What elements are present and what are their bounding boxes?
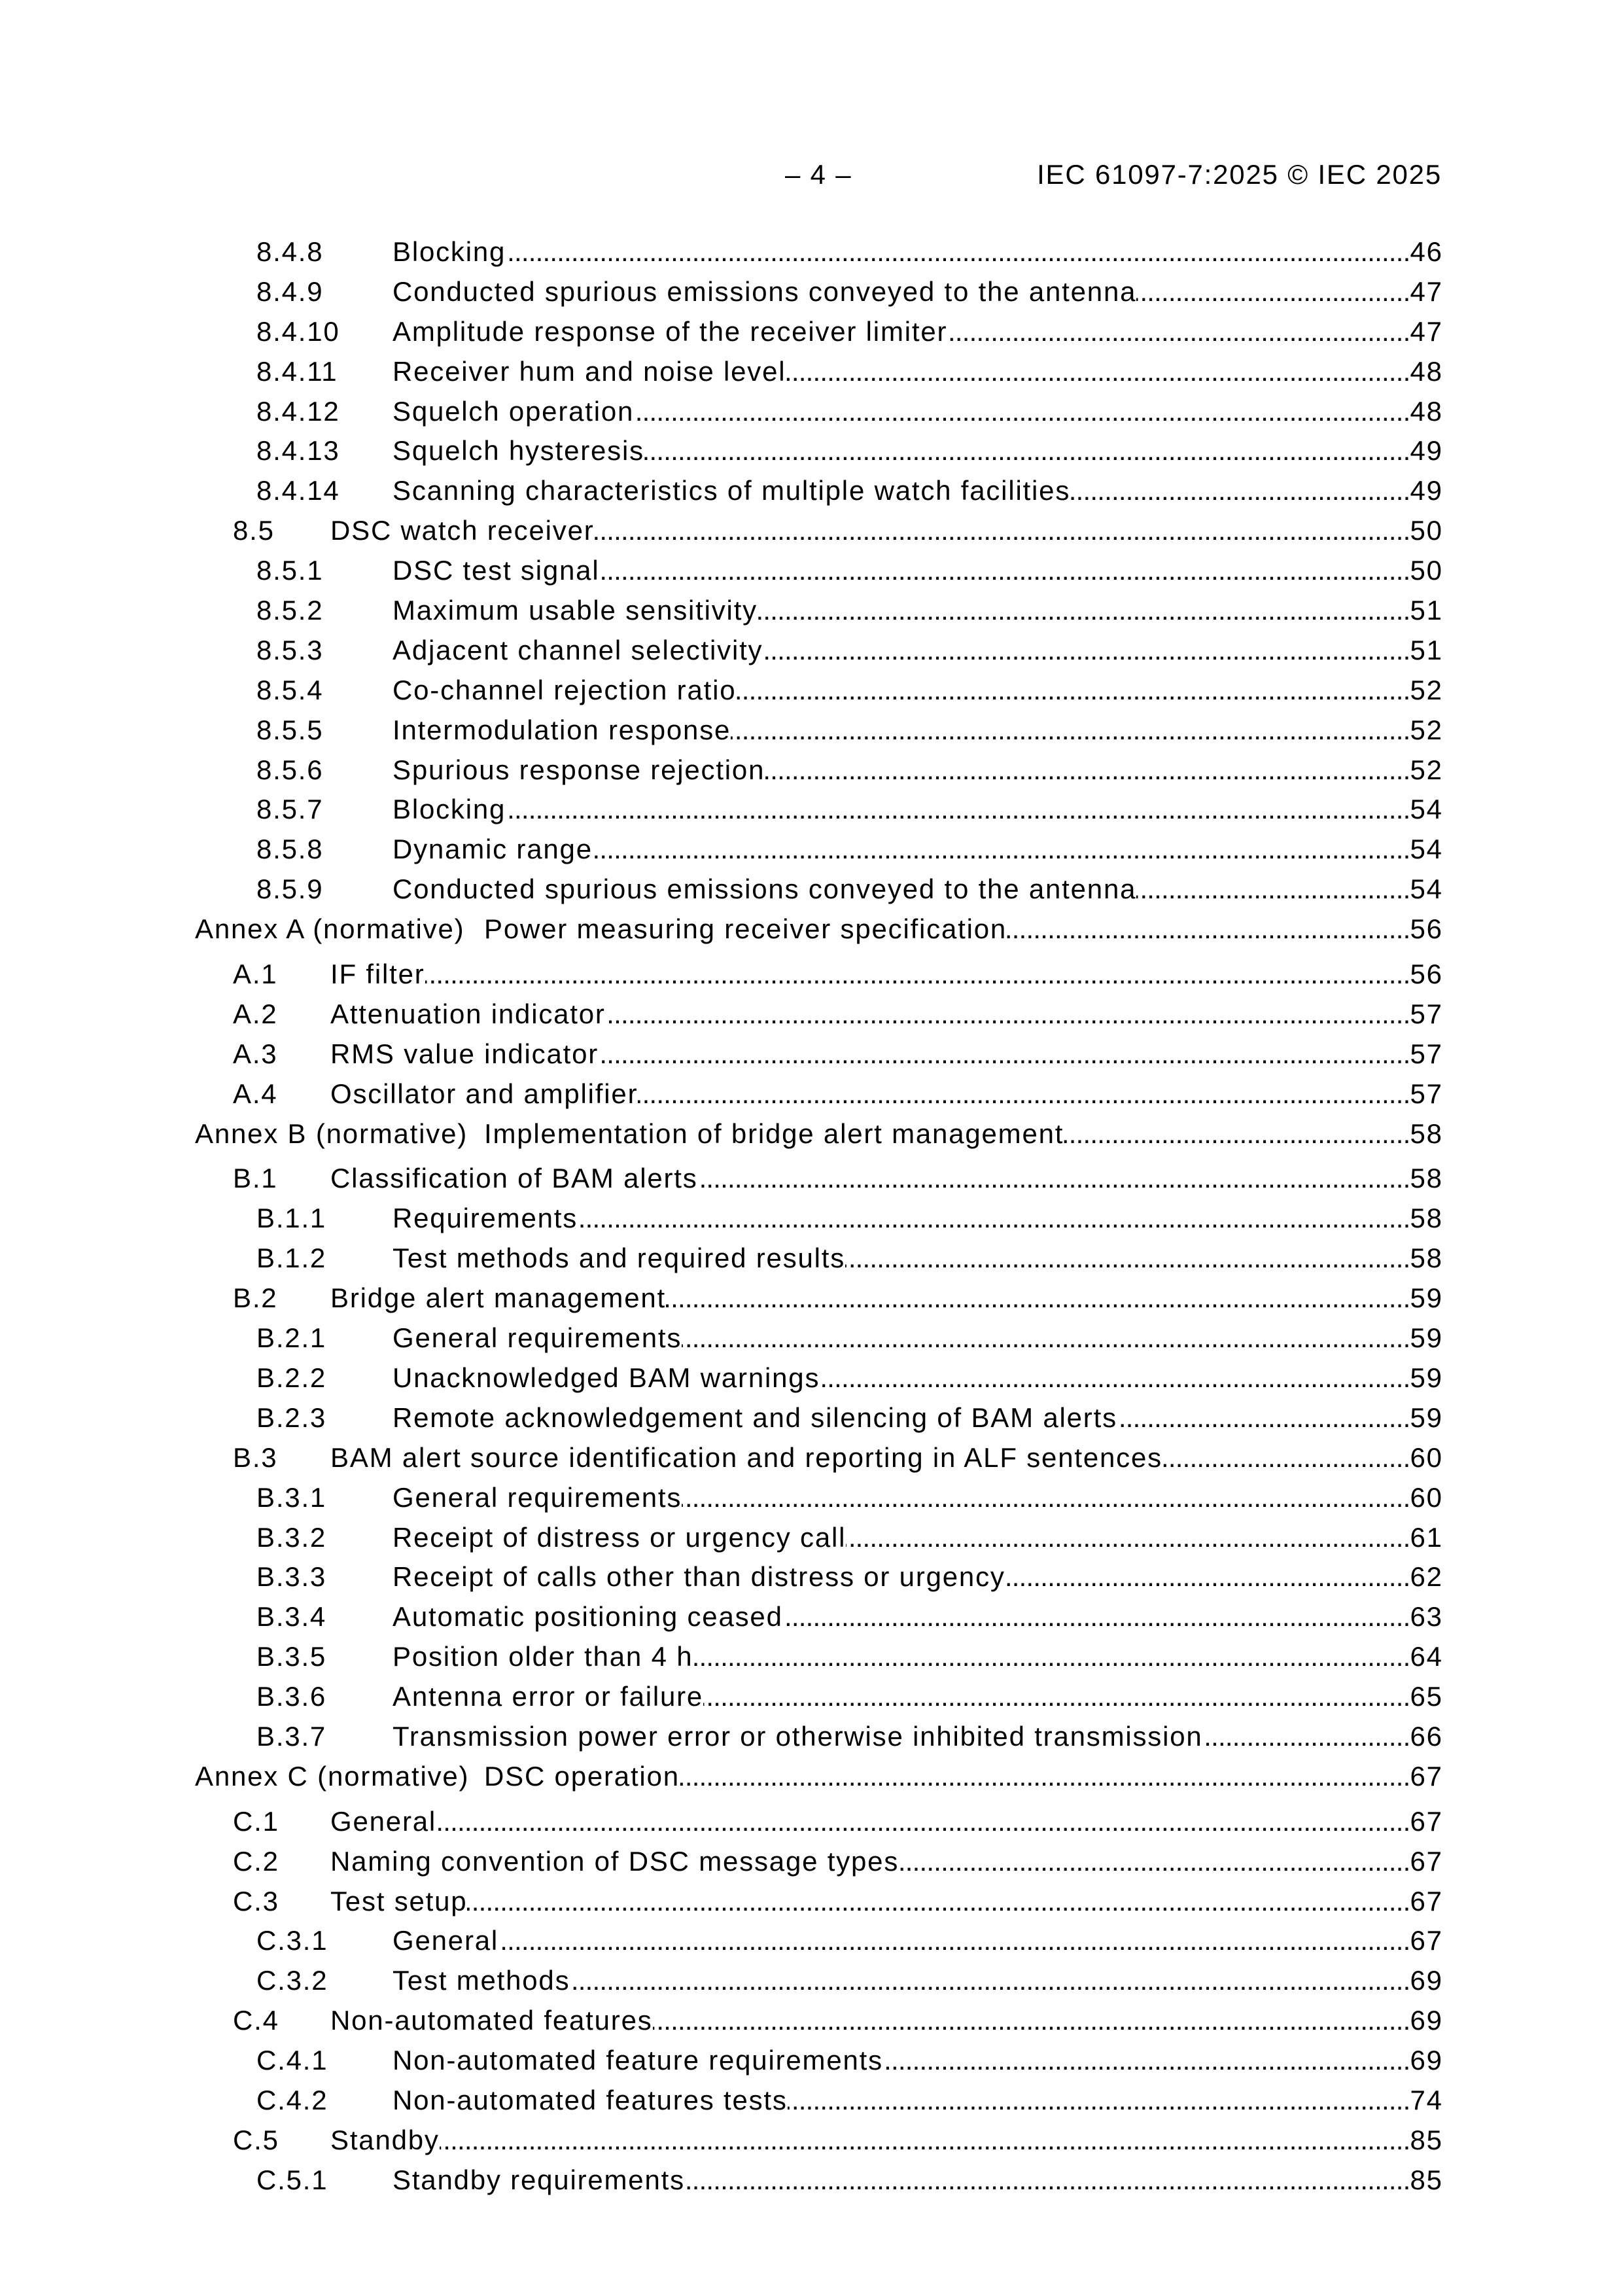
toc-entry-number: 8.4.14: [256, 475, 340, 506]
dot-leader: [467, 1882, 1410, 1922]
toc-entry-number: B.1: [233, 1163, 278, 1194]
toc-entry-title: Classification of BAM alerts: [330, 1163, 698, 1194]
toc-entry-page-number: 58: [1410, 1243, 1443, 1274]
dot-leader: [666, 1279, 1410, 1318]
toc-entry-title: Squelch hysteresis: [393, 435, 644, 467]
toc-entry-number: B.2: [233, 1282, 278, 1314]
toc-entry[interactable]: [0, 511, 1442, 551]
toc-entry-page-number: 69: [1410, 2045, 1443, 2076]
toc-annex-title: Implementation of bridge alert management: [484, 1118, 1064, 1149]
toc-entry-number: 8.4.9: [256, 275, 324, 307]
toc-entry-number: B.3.5: [256, 1641, 327, 1672]
toc-entry-number: B.2.2: [256, 1362, 327, 1393]
toc-entry-number: B.3.7: [256, 1720, 327, 1752]
header-page-number: – 4 –: [785, 159, 852, 190]
dot-leader: [1005, 1557, 1410, 1597]
toc-entry[interactable]: [0, 995, 1442, 1034]
toc-entry-number: B.2.1: [256, 1322, 327, 1354]
toc-entry[interactable]: [0, 1318, 1442, 1358]
toc-entry-page-number: 58: [1410, 1203, 1443, 1234]
toc-entry-title: Naming convention of DSC message types: [330, 1845, 899, 1877]
dot-leader: [783, 1597, 1410, 1637]
toc-entry-page-number: 66: [1410, 1720, 1443, 1752]
toc-entry[interactable]: [0, 1882, 1442, 1922]
toc-entry-page-number: 51: [1410, 634, 1443, 665]
toc-entry-title: Standby: [330, 2124, 440, 2155]
dot-leader: [846, 1518, 1410, 1558]
toc-entry[interactable]: [0, 671, 1442, 711]
toc-entry-number: A.2: [233, 998, 278, 1029]
toc-entry[interactable]: [0, 1279, 1442, 1318]
toc-entry-page-number: 64: [1410, 1641, 1443, 1672]
toc-entry-page-number: 57: [1410, 998, 1443, 1029]
toc-entry-title: Amplitude response of the receiver limiter: [393, 315, 948, 347]
toc-entry-title: Attenuation indicator: [330, 998, 606, 1029]
toc-entry-title: Adjacent channel selectivity: [393, 634, 763, 665]
dot-leader: [736, 671, 1410, 711]
toc-entry[interactable]: [0, 830, 1442, 870]
toc-entry-number: B.3.3: [256, 1561, 327, 1593]
toc-entry-page-number: 74: [1410, 2084, 1443, 2115]
toc-entry[interactable]: [0, 751, 1442, 790]
toc-annex-title: DSC operation: [484, 1760, 680, 1792]
toc-entry-number: 8.5.9: [256, 874, 324, 905]
toc-entry-number: B.3.6: [256, 1681, 327, 1712]
toc-entry[interactable]: [0, 1717, 1442, 1757]
dot-leader: [599, 551, 1410, 591]
toc-entry-page-number: 58: [1410, 1163, 1443, 1194]
toc-entry-page-number: 54: [1410, 874, 1443, 905]
toc-entry-number: C.4: [233, 2005, 279, 2036]
toc-entry-number: C.5.1: [256, 2164, 328, 2195]
toc-entry-number: 8.4.12: [256, 395, 340, 427]
toc-entry-title: Automatic positioning ceased: [393, 1601, 783, 1633]
dot-leader: [599, 1034, 1410, 1074]
toc-entry[interactable]: [0, 1597, 1442, 1637]
toc-entry-title: Standby requirements: [393, 2164, 685, 2195]
toc-entry-title: Antenna error or failure: [393, 1681, 704, 1712]
dot-leader: [682, 1318, 1410, 1358]
toc-entry-number: B.3.1: [256, 1481, 327, 1513]
toc-annex-label: Annex A (normative): [195, 913, 465, 945]
dot-leader: [506, 232, 1410, 272]
toc-entry[interactable]: [0, 1921, 1442, 1961]
toc-entry-page-number: 49: [1410, 475, 1443, 506]
toc-entry[interactable]: [0, 1074, 1442, 1114]
toc-entry-page-number: 60: [1410, 1441, 1443, 1473]
table-of-contents: [0, 232, 1442, 2200]
toc-entry-number: C.4.2: [256, 2084, 328, 2115]
toc-entry-page-number: 57: [1410, 1038, 1443, 1069]
toc-entry-page-number: 65: [1410, 1681, 1443, 1712]
toc-entry-page-number: 59: [1410, 1402, 1443, 1433]
toc-entry-number: C.5: [233, 2124, 279, 2155]
toc-annex-entry[interactable]: [0, 1114, 1442, 1154]
toc-entry-number: B.2.3: [256, 1402, 327, 1433]
toc-entry-page-number: 85: [1410, 2124, 1443, 2155]
toc-entry-page-number: 50: [1410, 515, 1443, 546]
toc-entry-number: 8.5.2: [256, 595, 324, 626]
toc-entry-number: 8.5.4: [256, 674, 324, 705]
toc-entry-title: Intermodulation response: [393, 714, 731, 745]
toc-entry-title: Position older than 4 h: [393, 1641, 693, 1672]
dot-leader: [440, 2121, 1410, 2161]
toc-entry-number: C.2: [233, 1845, 279, 1877]
toc-entry-page-number: 50: [1410, 555, 1443, 586]
toc-entry[interactable]: [0, 2121, 1442, 2161]
toc-entry[interactable]: [0, 1842, 1442, 1882]
dot-leader: [644, 431, 1410, 471]
toc-entry-title: General: [330, 1805, 437, 1837]
dot-leader: [698, 1159, 1410, 1199]
toc-entry-title: Test setup: [330, 1885, 468, 1916]
toc-entry-title: Requirements: [393, 1203, 578, 1234]
toc-entry[interactable]: [0, 1557, 1442, 1597]
toc-entry-page-number: 48: [1410, 355, 1443, 387]
dot-leader: [899, 1842, 1410, 1882]
toc-entry[interactable]: [0, 2081, 1442, 2121]
toc-entry-title: Co-channel rejection ratio: [393, 674, 737, 705]
toc-entry-number: 8.5.1: [256, 555, 324, 586]
toc-entry-page-number: 54: [1410, 794, 1443, 825]
toc-entry-title: Conducted spurious emissions conveyed to the antenna: [393, 275, 1137, 307]
toc-entry-number: 8.5.5: [256, 714, 324, 745]
toc-entry[interactable]: [0, 870, 1442, 910]
toc-entry-page-number: 69: [1410, 1965, 1443, 1996]
toc-entry-page-number: 54: [1410, 834, 1443, 865]
toc-entry[interactable]: [0, 1802, 1442, 1842]
dot-leader: [765, 751, 1410, 790]
toc-entry-page-number: 67: [1410, 1925, 1443, 1956]
toc-annex-entry[interactable]: [0, 1757, 1442, 1797]
toc-entry-page-number: 58: [1410, 1118, 1443, 1149]
dot-leader: [820, 1358, 1410, 1398]
dot-leader: [1203, 1717, 1410, 1757]
dot-leader: [570, 1961, 1410, 2001]
toc-entry-page-number: 46: [1410, 236, 1443, 267]
toc-entry-page-number: 59: [1410, 1362, 1443, 1393]
dot-leader: [1007, 910, 1410, 949]
toc-entry[interactable]: [0, 551, 1442, 591]
toc-entry[interactable]: [0, 1637, 1442, 1677]
dot-leader: [1162, 1438, 1410, 1478]
toc-entry-title: RMS value indicator: [330, 1038, 599, 1069]
toc-entry-title: Spurious response rejection: [393, 754, 765, 785]
toc-entry[interactable]: [0, 711, 1442, 751]
toc-entry-title: DSC watch receiver: [330, 515, 595, 546]
dot-leader: [506, 790, 1410, 830]
toc-entry-page-number: 85: [1410, 2164, 1443, 2195]
toc-entry-title: Receipt of distress or urgency call: [393, 1521, 846, 1553]
toc-entry-number: 8.4.8: [256, 236, 324, 267]
toc-entry-page-number: 52: [1410, 674, 1443, 705]
toc-entry[interactable]: [0, 2041, 1442, 2081]
toc-entry[interactable]: [0, 272, 1442, 312]
dot-leader: [693, 1637, 1410, 1677]
toc-entry-number: 8.4.11: [256, 355, 338, 387]
toc-entry[interactable]: [0, 1398, 1442, 1438]
toc-entry-page-number: 49: [1410, 435, 1443, 467]
toc-entry-title: Receipt of calls other than distress or urgency: [393, 1561, 1005, 1593]
toc-entry-title: Bridge alert management: [330, 1282, 666, 1314]
toc-entry-page-number: 67: [1410, 1805, 1443, 1837]
toc-entry-number: A.4: [233, 1078, 278, 1109]
dot-leader: [883, 2041, 1410, 2081]
dot-leader: [595, 511, 1410, 551]
toc-entry-page-number: 56: [1410, 913, 1443, 945]
toc-entry-page-number: 59: [1410, 1282, 1443, 1314]
toc-entry[interactable]: [0, 1518, 1442, 1558]
toc-entry-title: Test methods: [393, 1965, 570, 1996]
toc-annex-label: Annex C (normative): [195, 1760, 470, 1792]
toc-entry[interactable]: [0, 1961, 1442, 2001]
dot-leader: [1136, 272, 1410, 312]
dot-leader: [786, 352, 1410, 392]
toc-entry[interactable]: [0, 790, 1442, 830]
toc-entry-page-number: 67: [1410, 1845, 1443, 1877]
toc-entry[interactable]: [0, 1034, 1442, 1074]
toc-entry-title: Dynamic range: [393, 834, 593, 865]
toc-entry-page-number: 69: [1410, 2005, 1443, 2036]
header-document-id: IEC 61097-7:2025 © IEC 2025: [1037, 159, 1442, 190]
toc-entry-number: C.3.2: [256, 1965, 328, 1996]
toc-entry[interactable]: [0, 431, 1442, 471]
toc-entry-title: Conducted spurious emissions conveyed to the antenna: [393, 874, 1137, 905]
toc-entry-title: Remote acknowledgement and silencing of BAM alerts: [393, 1402, 1117, 1433]
toc-entry-number: 8.5.3: [256, 634, 324, 665]
dot-leader: [680, 1757, 1410, 1797]
toc-entry-number: 8.5: [233, 515, 275, 546]
toc-entry[interactable]: [0, 591, 1442, 631]
toc-entry-page-number: 47: [1410, 315, 1443, 347]
dot-leader: [593, 830, 1410, 870]
toc-entry[interactable]: [0, 232, 1442, 272]
toc-entry-number: 8.4.13: [256, 435, 340, 467]
dot-leader: [788, 2081, 1410, 2121]
dot-leader: [578, 1199, 1410, 1239]
toc-entry-number: B.3.4: [256, 1601, 327, 1633]
dot-leader: [1064, 1114, 1410, 1154]
dot-leader: [1117, 1398, 1410, 1438]
toc-entry[interactable]: [0, 471, 1442, 511]
toc-entry[interactable]: [0, 1159, 1442, 1199]
toc-entry-title: BAM alert source identification and reporting in ALF sentences: [330, 1441, 1162, 1473]
toc-entry[interactable]: [0, 1677, 1442, 1717]
toc-entry[interactable]: [0, 631, 1442, 671]
toc-entry[interactable]: [0, 1438, 1442, 1478]
toc-entry[interactable]: [0, 955, 1442, 995]
toc-entry[interactable]: [0, 2001, 1442, 2041]
toc-entry-number: 8.5.6: [256, 754, 324, 785]
toc-entry-title: Maximum usable sensitivity: [393, 595, 758, 626]
dot-leader: [606, 995, 1410, 1034]
dot-leader: [436, 1802, 1410, 1842]
toc-entry[interactable]: [0, 352, 1442, 392]
toc-entry-title: Transmission power error or otherwise inhibited transmission: [393, 1720, 1203, 1752]
toc-entry-number: C.3.1: [256, 1925, 328, 1956]
dot-leader: [845, 1239, 1410, 1279]
dot-leader: [947, 312, 1410, 352]
toc-entry-page-number: 63: [1410, 1601, 1443, 1633]
toc-entry-title: Blocking: [393, 236, 506, 267]
toc-entry-number: C.4.1: [256, 2045, 328, 2076]
toc-entry-title: Non-automated features: [330, 2005, 653, 2036]
dot-leader: [634, 392, 1410, 432]
toc-entry-number: B.3: [233, 1441, 278, 1473]
dot-leader: [685, 2161, 1410, 2200]
toc-entry-title: Non-automated feature requirements: [393, 2045, 883, 2076]
dot-leader: [425, 955, 1410, 995]
toc-annex-title: Power measuring receiver specification: [484, 913, 1007, 945]
toc-entry-title: General requirements: [393, 1481, 682, 1513]
toc-entry-page-number: 67: [1410, 1885, 1443, 1916]
toc-entry-number: B.1.2: [256, 1243, 327, 1274]
dot-leader: [1070, 471, 1410, 511]
toc-entry-number: C.3: [233, 1885, 279, 1916]
toc-entry[interactable]: [0, 1239, 1442, 1279]
toc-entry-title: Test methods and required results: [393, 1243, 846, 1274]
toc-entry-page-number: 67: [1410, 1760, 1443, 1792]
toc-entry-page-number: 60: [1410, 1481, 1443, 1513]
toc-entry[interactable]: [0, 1478, 1442, 1518]
toc-entry-title: Unacknowledged BAM warnings: [393, 1362, 820, 1393]
toc-entry-title: Non-automated features tests: [393, 2084, 788, 2115]
toc-entry-page-number: 62: [1410, 1561, 1443, 1593]
toc-entry-number: B.1.1: [256, 1203, 327, 1234]
toc-entry-page-number: 57: [1410, 1078, 1443, 1109]
toc-entry-number: 8.5.8: [256, 834, 324, 865]
toc-entry-page-number: 61: [1410, 1521, 1443, 1553]
toc-entry-number: C.1: [233, 1805, 279, 1837]
toc-entry-page-number: 52: [1410, 714, 1443, 745]
toc-entry[interactable]: [0, 312, 1442, 352]
toc-entry-number: 8.5.7: [256, 794, 324, 825]
toc-annex-label: Annex B (normative): [195, 1118, 468, 1149]
toc-entry-number: 8.4.10: [256, 315, 340, 347]
toc-entry-title: DSC test signal: [393, 555, 600, 586]
dot-leader: [682, 1478, 1410, 1518]
toc-entry[interactable]: [0, 1199, 1442, 1239]
toc-entry-title: General: [393, 1925, 499, 1956]
toc-entry-page-number: 48: [1410, 395, 1443, 427]
dot-leader: [498, 1921, 1410, 1961]
toc-entry-number: B.3.2: [256, 1521, 327, 1553]
toc-annex-entry[interactable]: [0, 910, 1442, 949]
dot-leader: [638, 1074, 1410, 1114]
dot-leader: [758, 591, 1410, 631]
toc-entry-title: Receiver hum and noise level: [393, 355, 786, 387]
toc-entry-page-number: 47: [1410, 275, 1443, 307]
dot-leader: [731, 711, 1410, 751]
toc-entry-title: Oscillator and amplifier: [330, 1078, 638, 1109]
toc-entry[interactable]: [0, 392, 1442, 432]
toc-entry-title: Scanning characteristics of multiple watch facilities: [393, 475, 1071, 506]
dot-leader: [653, 2001, 1410, 2041]
dot-leader: [703, 1677, 1410, 1717]
toc-entry[interactable]: [0, 1358, 1442, 1398]
toc-entry-title: IF filter: [330, 959, 425, 990]
toc-entry-title: Blocking: [393, 794, 506, 825]
toc-entry[interactable]: [0, 2161, 1442, 2200]
toc-entry-number: A.3: [233, 1038, 278, 1069]
dot-leader: [763, 631, 1410, 671]
toc-entry-page-number: 56: [1410, 959, 1443, 990]
dot-leader: [1136, 870, 1410, 910]
toc-entry-number: A.1: [233, 959, 278, 990]
toc-entry-title: General requirements: [393, 1322, 682, 1354]
toc-entry-title: Squelch operation: [393, 395, 635, 427]
toc-entry-page-number: 59: [1410, 1322, 1443, 1354]
toc-entry-page-number: 52: [1410, 754, 1443, 785]
toc-entry-page-number: 51: [1410, 595, 1443, 626]
